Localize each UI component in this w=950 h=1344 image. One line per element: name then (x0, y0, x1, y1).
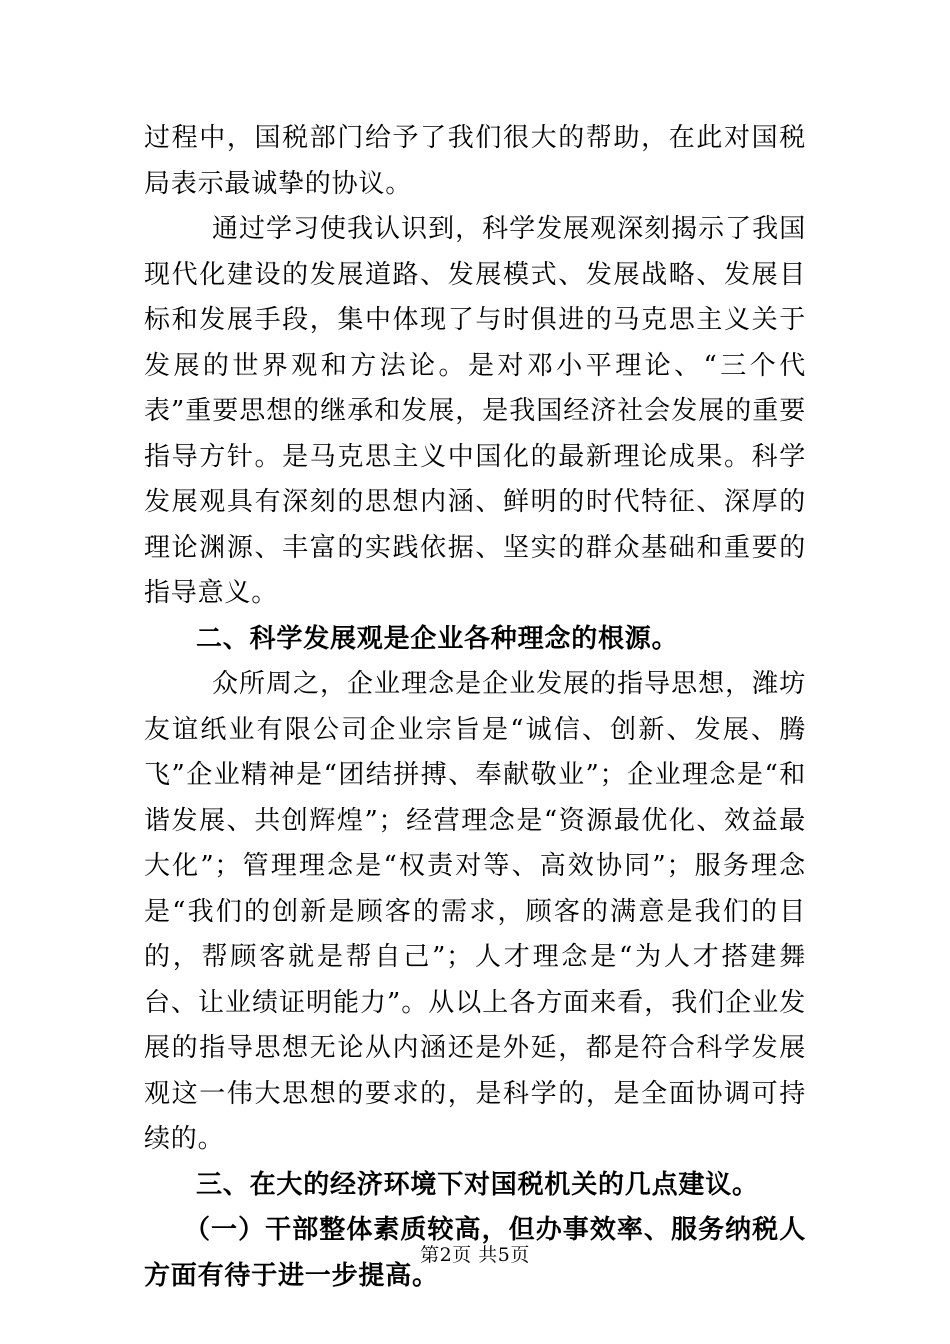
page-number-footer: 第2页 共5页 (420, 1244, 530, 1266)
paragraph-continuation: 过程中，国税部门给予了我们很大的帮助，在此对国税局表示最诚挚的协议。 (144, 123, 806, 199)
section-heading-two: 二、科学发展观是企业各种理念的根源。 (196, 623, 679, 654)
subsection-heading-one: （一）干部整体素质较高，但办事效率、服务纳税人方面有待于进一步提高。 (144, 1215, 806, 1291)
paragraph-enterprise-philosophy: 众所周之，企业理念是企业发展的指导思想，潍坊友谊纸业有限公司企业宗旨是“诚信、创新、发展、腾飞”企业精神是“团结拼搏、奉献敬业”；企业理念是“和谐发展、共创辉煌”；经营理念是“资源最优化、效益最大化”；管理理念是“权责对等、高效协同”；服务理念是“我们的创新是顾客的需求，顾客的满意是我们的目的，帮顾客就是帮自己”；人才理念是“为人才搭建舞台、让业绩证明能力”。从以上各方面来看，我们企业发展的指导思想无论从内涵还是外延，都是符合科学发展观这一伟大思想的要求的，是科学的，是全面协调可持续的。 (144, 669, 806, 1154)
document-body (144, 116, 806, 1299)
section-heading-three: 三、在大的经济环境下对国税机关的几点建议。 (196, 1169, 759, 1200)
paragraph-scientific-development: 通过学习使我认识到，科学发展观深刻揭示了我国现代化建设的发展道路、发展模式、发展战略、发展目标和发展手段，集中体现了与时俱进的马克思主义关于发展的世界观和方法论。是对邓小平理论、“三个代表”重要思想的继承和发展，是我国经济社会发展的重要指导方针。是马克思主义中国化的最新理论成果。科学发展观具有深刻的思想内涵、鲜明的时代特征、深厚的理论渊源、丰富的实践依据、坚实的群众基础和重要的指导意义。 (144, 214, 806, 608)
